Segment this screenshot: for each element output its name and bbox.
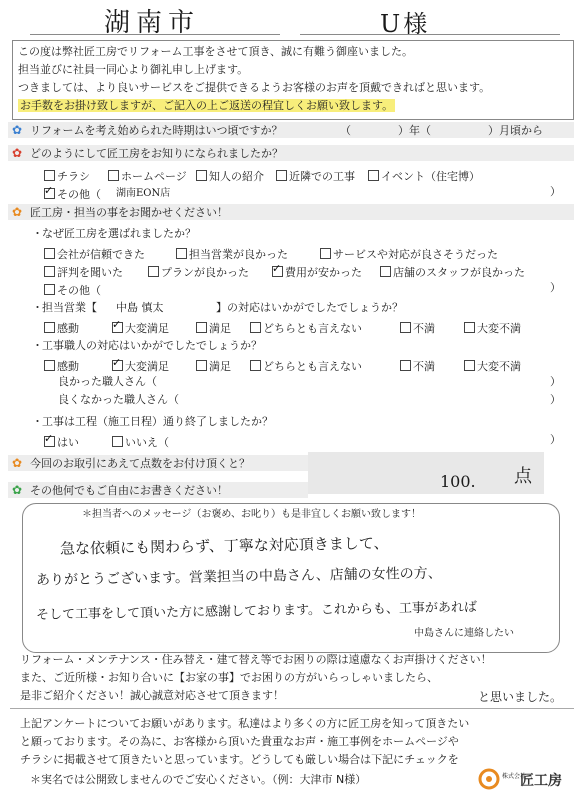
sales-bullet: ・ [32,301,43,314]
q2-option-event[interactable]: イベント（住宅博） [368,168,480,184]
schedule-yes[interactable]: ✓はい [44,434,79,450]
flower-icon: ✿ [12,146,23,160]
craft-bad-label: 良くなかった職人さん（ [58,393,179,406]
why-staff[interactable]: 店舗のスタッフが良かった [380,264,525,280]
checkbox-icon[interactable] [44,248,55,259]
checkbox-icon[interactable] [196,322,207,333]
customer-name: U様 [380,10,431,38]
footer-paragraph-2: と願っております。その為に、お客様から頂いた貴重なお声・施工事例をホームページや [20,735,459,748]
checkbox-icon[interactable] [196,360,207,371]
q1-question: リフォームを考え始められた時期はいつ頃ですか？ [30,124,283,137]
intro-line-2: 担当並びに社員一同心より御礼申し上げます。 [18,63,249,76]
comment-handwriting-5: と思いました。 [478,690,563,704]
checkbox-icon[interactable] [464,360,475,371]
why-service[interactable]: サービスや対応が良さそうだった [320,246,498,262]
q1-year-close: ）年（ [398,124,431,137]
footer-line-1: リフォーム・メンテナンス・住み替え・建て替え等でお困りの際は遠慮なくお声掛けください！ [20,653,492,666]
craft-rating-6[interactable]: 大変不満 [464,358,521,374]
flower-icon: ✿ [12,205,23,219]
checkbox-icon[interactable] [44,188,55,199]
q2-option-other[interactable]: ✓その他（ [44,186,101,202]
checkbox-icon[interactable] [176,248,187,259]
why-sales[interactable]: 担当営業が良かった [176,246,288,262]
sales-name: 中島 慎太 [116,301,164,314]
craft-question: 工事職人の対応はいかがでしたでしょうか？ [42,339,262,352]
checkbox-icon[interactable] [320,248,331,259]
comment-handwriting-3: そして工事をして頂いた方に感謝しております。これからも、工事があれば [35,600,478,623]
company-logo: 匠工房 [520,773,562,789]
checkbox-icon[interactable] [44,360,55,371]
q2-other-close: ） [550,185,561,198]
craft-good-close: ） [550,375,561,388]
craft-rating-2[interactable]: ✓ 大変満足 [112,358,169,374]
sales-rating-3[interactable]: 満足 [196,320,231,336]
sales-rating-6[interactable]: 大変不満 [464,320,521,336]
company-logo-icon [478,768,500,790]
comment-handwriting-4: 中島さんに連絡したい [414,628,514,639]
craft-rating-3[interactable]: 満足 [196,358,231,374]
flower-icon: ✿ [12,456,23,470]
q1-year-open: （ [340,124,351,137]
comment-handwriting-1: 急な依頼にも関わらず、丁寧な対応頂きまして、 [59,534,389,558]
checkbox-icon[interactable] [108,170,119,181]
q3-why-question: なぜ匠工房を選ばれましたか？ [42,227,196,240]
craft-rating-1[interactable]: 感動 [44,358,79,374]
checkbox-icon[interactable] [272,266,283,277]
checkbox-icon[interactable] [112,436,123,447]
craft-rating-5[interactable]: 不満 [400,358,435,374]
intro-line-1: この度は弊社匠工房でリフォーム工事をさせて頂き、誠に有難う御座いました。 [18,45,414,58]
checkbox-icon[interactable] [44,436,55,447]
name-underline [300,34,560,35]
footer-line-3: 是非ご紹介ください！誠心誠意対応させて頂きます！ [20,689,284,702]
why-other[interactable]: その他（ [44,282,101,298]
checkbox-icon[interactable] [400,322,411,333]
craft-rating-4[interactable]: どちらとも言えない [250,358,362,374]
q2-option-referral[interactable]: 知人の紹介 [196,168,264,184]
checkbox-icon[interactable] [368,170,379,181]
sales-rating-4[interactable]: どちらとも言えない [250,320,362,336]
q3-question: 匠工房・担当の事をお聞かせください！ [30,206,228,219]
intro-line-3: つきましては、より良いサービスをご提供できるようお客様のお声を頂戴できればと思います。 [18,81,491,94]
q2-other-value: 湖南EON店 [116,188,171,199]
q3-why-bullet: ・ [32,227,43,240]
company-type: 株式会社 [502,773,527,780]
footer-divider [10,708,574,709]
city-underline [30,34,280,35]
why-trust[interactable]: 会社が信頼できた [44,246,145,262]
footer-paragraph-3: チラシに掲載させて頂きたいと思っています。どうしても厳しい場合は下記にチェックを [20,753,459,766]
flower-icon: ✿ [12,123,23,137]
flower-icon: ✿ [12,483,23,497]
q2-option-homepage[interactable]: ホームページ [108,168,187,184]
checkbox-icon[interactable] [250,360,261,371]
sales-rating-2[interactable]: ✓ 大変満足 [112,320,169,336]
sales-rating-5[interactable]: 不満 [400,320,435,336]
checkbox-icon[interactable] [44,322,55,333]
q2-option-flyer[interactable]: チラシ [44,168,90,184]
schedule-no[interactable]: いいえ（ [112,434,169,450]
checkbox-icon[interactable] [112,322,123,333]
checkbox-icon[interactable] [44,284,55,295]
schedule-bullet: ・ [32,415,43,428]
q2-question: どのようにして匠工房をお知りになられましたか？ [30,147,283,160]
why-other-close: ） [550,281,561,294]
q1-month: ）月頃から [488,124,543,137]
why-reputation[interactable]: 評判を聞いた [44,264,123,280]
checkbox-icon[interactable] [112,360,123,371]
comment-handwriting-2: ありがとうございます。営業担当の中島さん、店舗の女性の方、 [35,565,442,589]
checkbox-icon[interactable] [276,170,287,181]
sales-rating-1[interactable]: 感動 [44,320,79,336]
checkbox-icon[interactable] [44,170,55,181]
comment-header: ＊担当者へのメッセージ（お褒め、お叱り）も是非宜しくお願い致します！ [82,509,421,520]
checkbox-icon[interactable] [380,266,391,277]
footer-note: ＊実名では公開致しませんのでご安心ください。（例：大津市 N様） [30,773,367,786]
craft-bad-close: ） [550,393,561,406]
checkbox-icon[interactable] [250,322,261,333]
schedule-close: ） [550,433,561,446]
sales-suffix: 】の対応はいかがでしたでしょうか？ [216,301,403,314]
intro-line-4: お手数をお掛け致しますが、ご記入の上ご返送の程宜しくお願い致します。 [20,99,394,112]
craft-good-label: 良かった職人さん（ [58,375,157,388]
checkbox-icon[interactable] [196,170,207,181]
city-field: 湖南市 [104,8,201,38]
q4-question: 今回のお取引にあえて点数をお付け頂くと？ [30,457,250,470]
q2-option-nearby[interactable]: 近隣での工事 [276,168,355,184]
score-unit: 点 [514,466,532,487]
craft-bullet: ・ [32,339,43,352]
why-plan[interactable]: プランが良かった [148,264,249,280]
checkbox-icon[interactable] [148,266,159,277]
score-value: 100. [440,472,476,491]
why-cost[interactable]: ✓ 費用が安かった [272,264,362,280]
sales-prefix: 担当営業【 [42,301,97,314]
footer-line-2: また、ご近所様・お知り合いに【お家の事】でお困りの方がいらっしゃいましたら、 [20,671,438,684]
checkbox-icon[interactable] [400,360,411,371]
score-box[interactable] [308,452,544,494]
checkbox-icon[interactable] [44,266,55,277]
schedule-question: 工事は工程（施工日程）通り終了しましたか？ [42,415,273,428]
q5-question: その他何でもご自由にお書きください！ [30,484,228,497]
footer-paragraph-1: 上記アンケートについてお願いがあります。私達はより多くの方に匠工房を知って頂きたい [20,717,470,730]
checkbox-icon[interactable] [464,322,475,333]
